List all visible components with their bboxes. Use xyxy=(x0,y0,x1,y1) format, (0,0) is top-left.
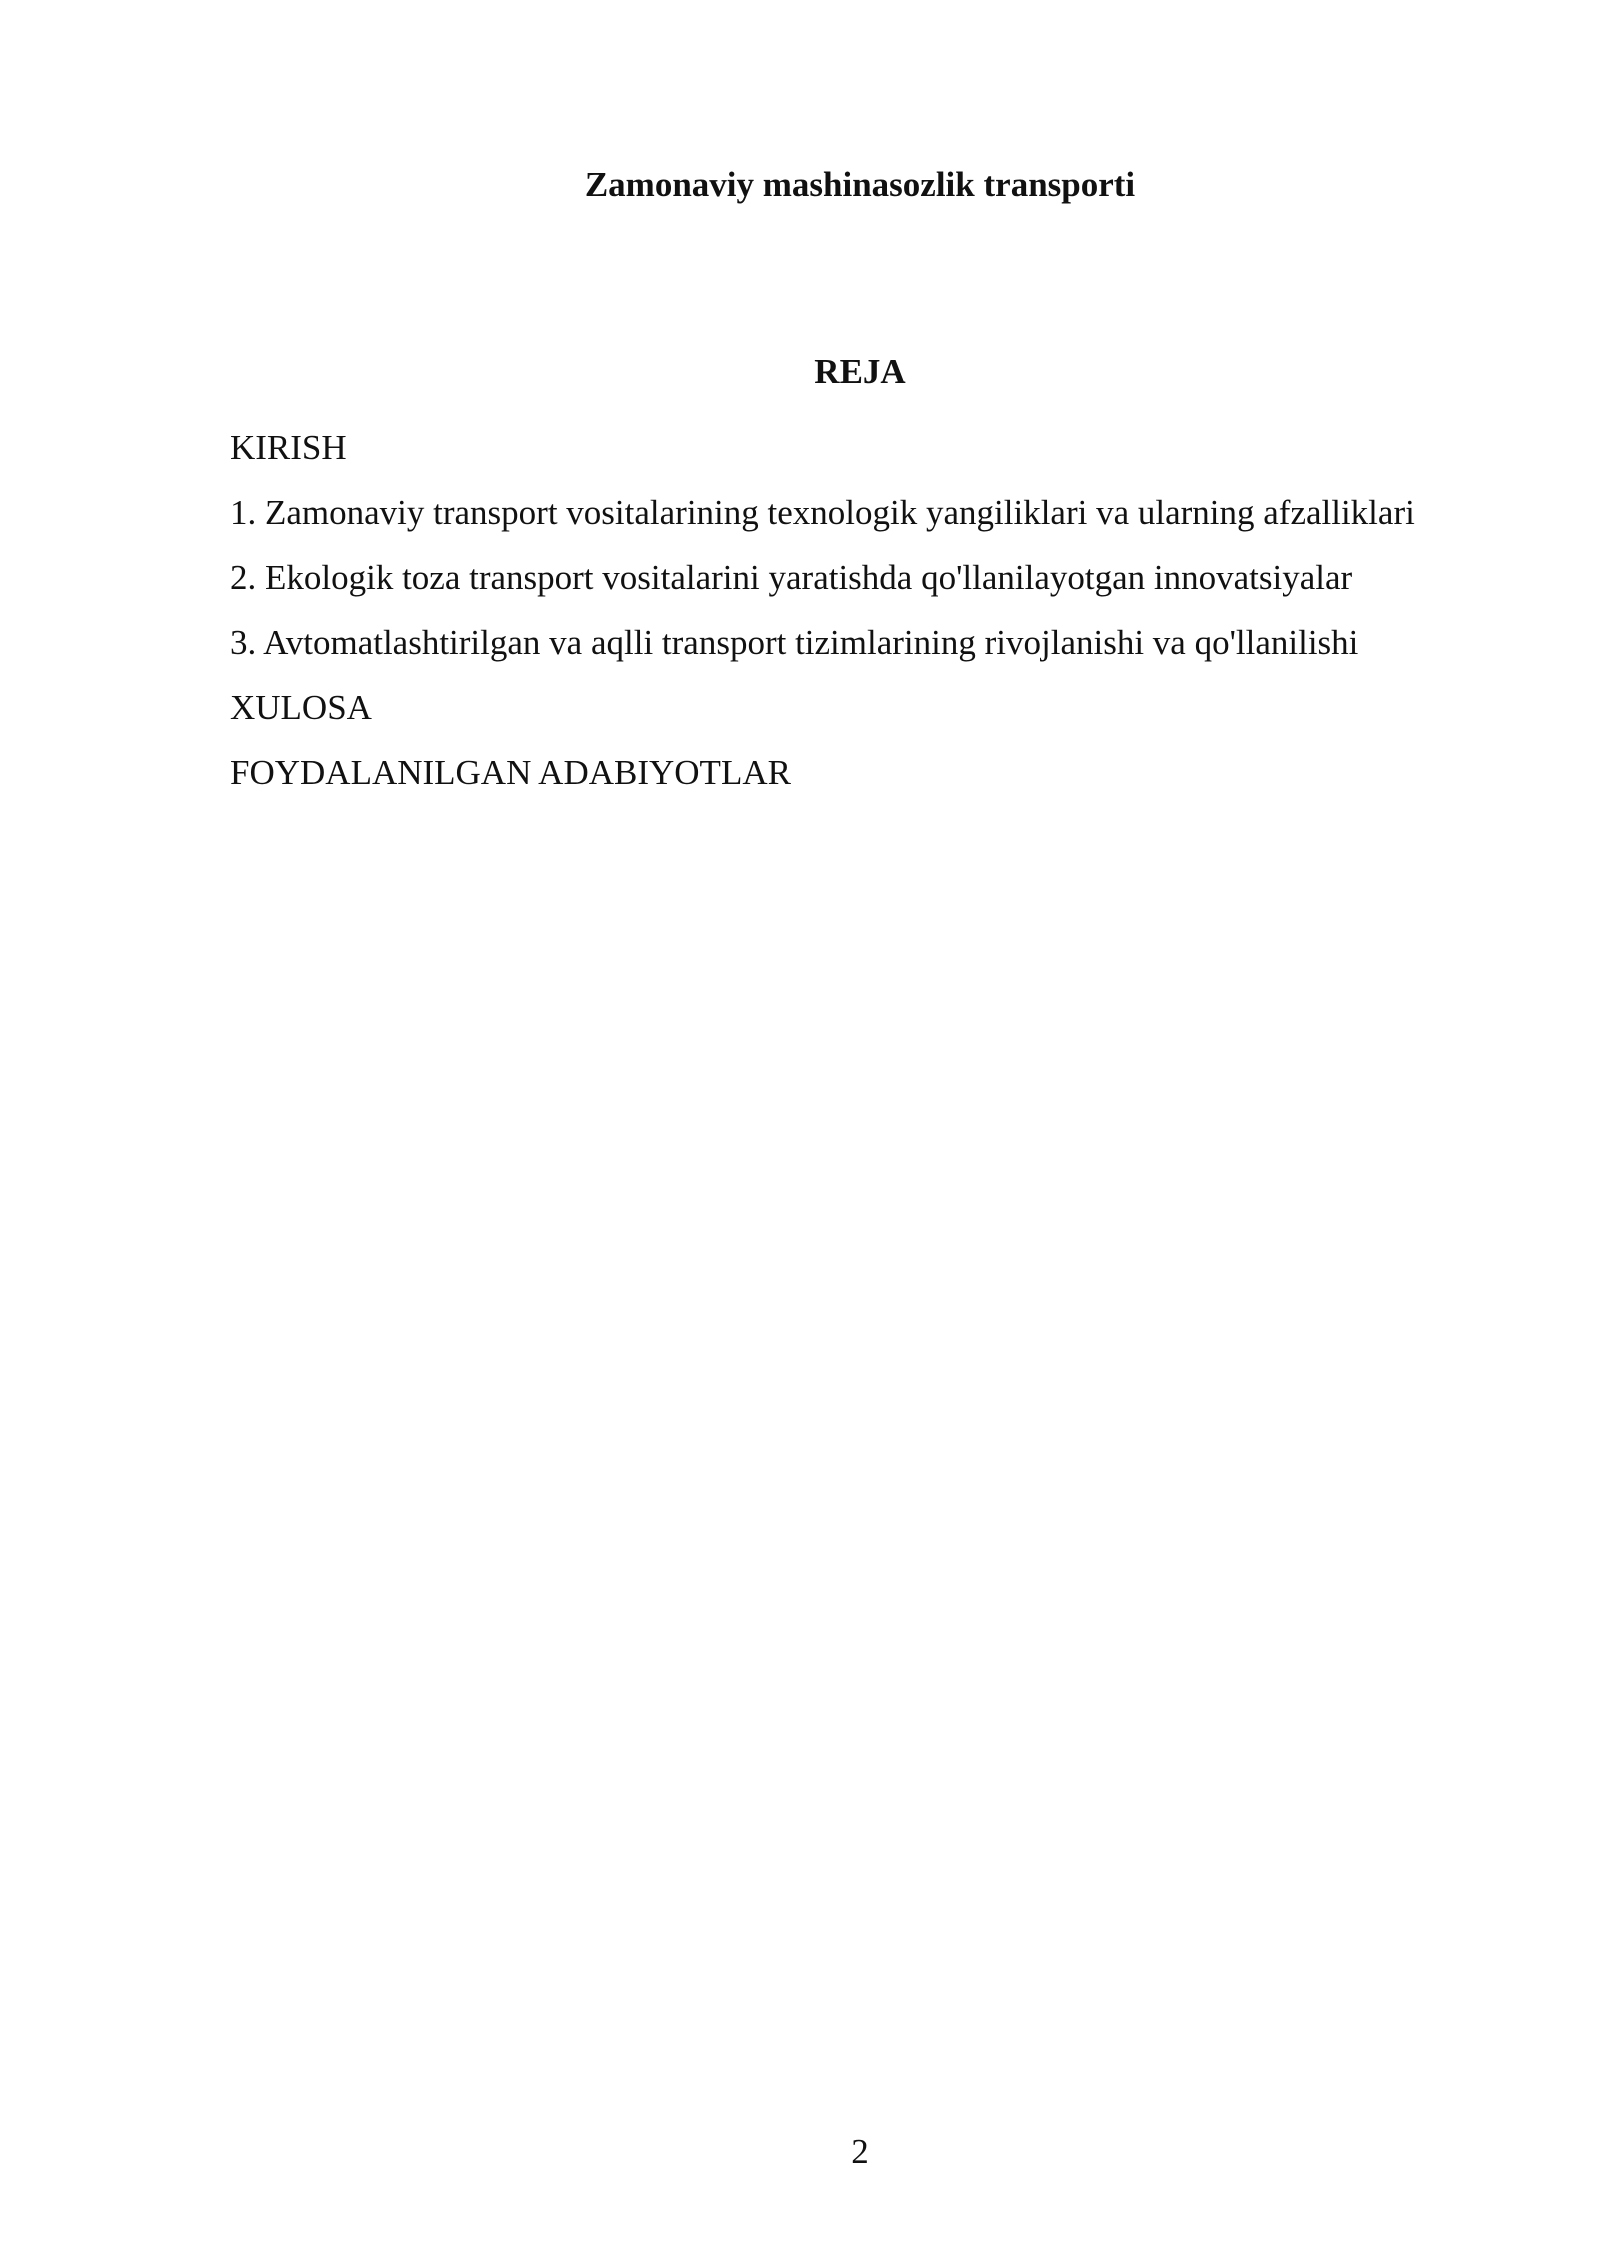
plan-item-references: FOYDALANILGAN ADABIYOTLAR xyxy=(230,753,791,792)
page-number: 2 xyxy=(851,2132,869,2171)
plan-item-introduction: KIRISH xyxy=(230,428,347,467)
document-title: Zamonaviy mashinasozlik transporti xyxy=(584,165,1136,204)
plan-item-3: 3. Avtomatlashtirilgan va aqlli transport tizimlarining rivojlanishi va qo'llanilishi xyxy=(230,623,1359,662)
plan-item-2: 2. Ekologik toza transport vositalarini yaratishda qo'llanilayotgan innovatsiyalar xyxy=(230,558,1353,597)
plan-list xyxy=(230,420,1480,810)
plan-item-1: 1. Zamonaviy transport vositalarining texnologik yangiliklari va ularning afzalliklari xyxy=(230,493,1415,532)
plan-heading: REJA xyxy=(814,352,906,391)
plan-item-conclusion: XULOSA xyxy=(230,688,372,727)
